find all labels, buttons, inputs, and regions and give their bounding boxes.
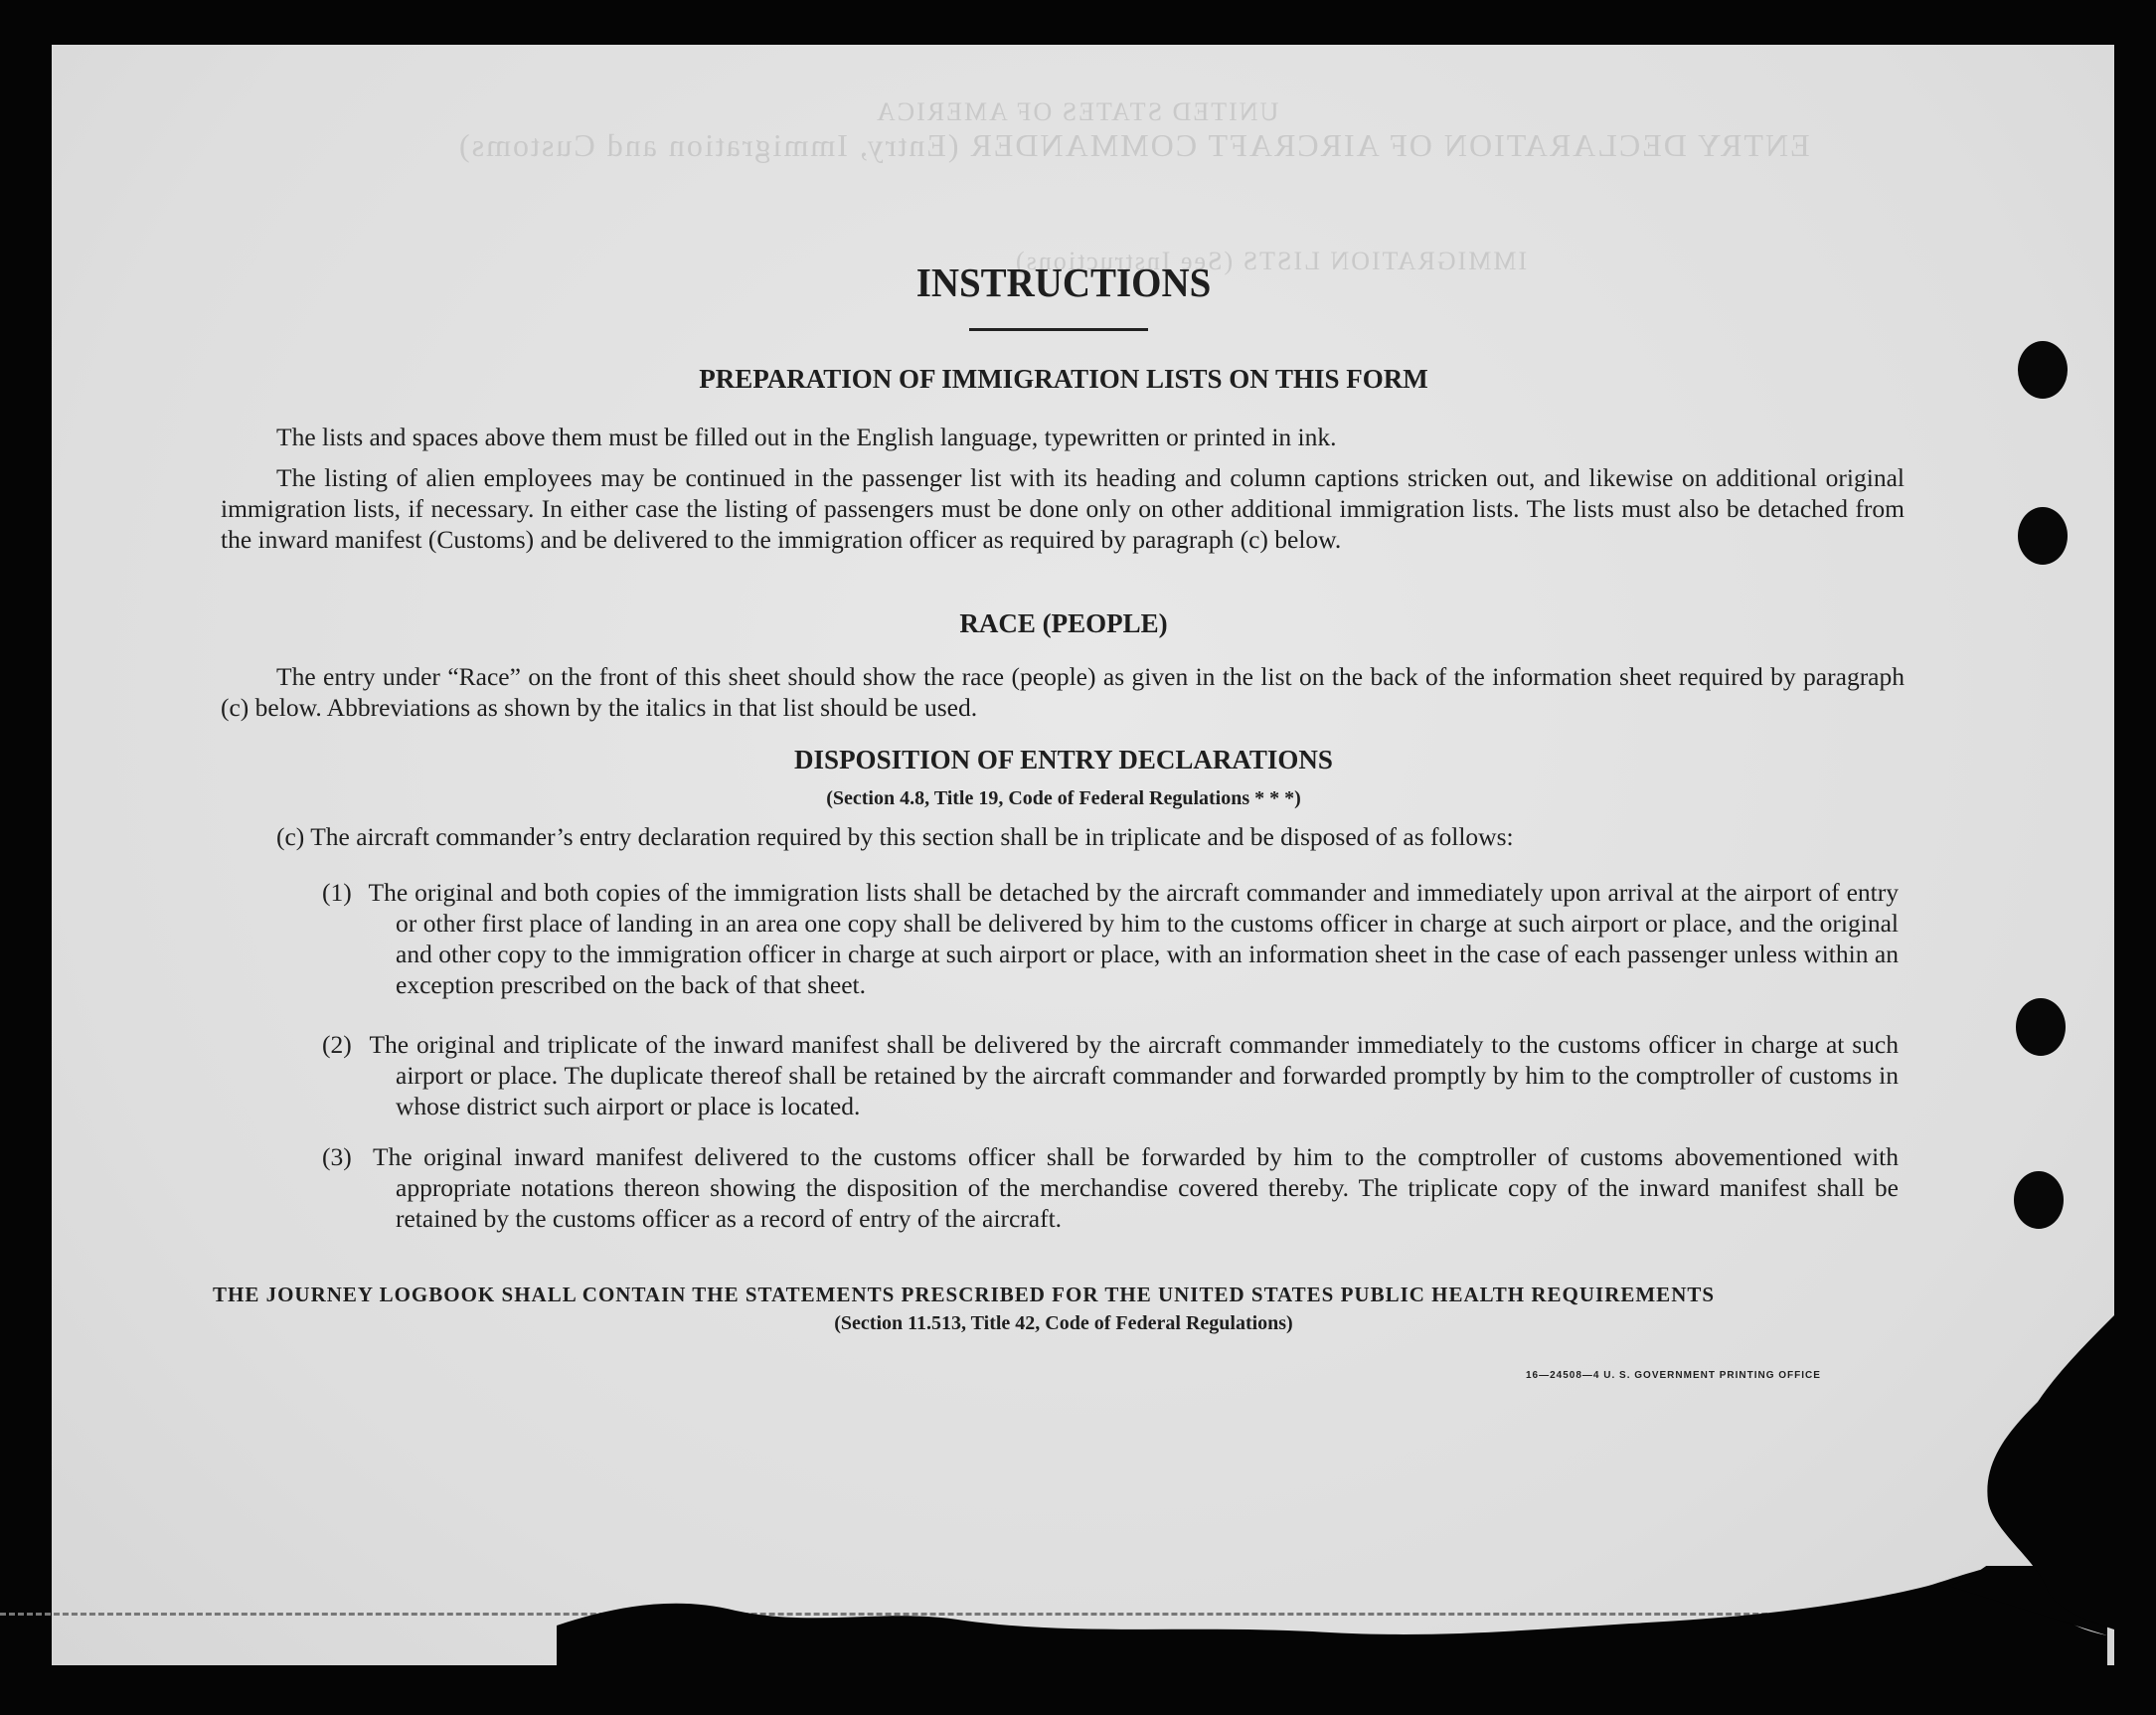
print-code: 16—24508—4 U. S. GOVERNMENT PRINTING OFFICE: [1526, 1370, 1821, 1381]
disposition-intro: (c) The aircraft commander’s entry declaration required by this section shall be in triplicate and be disposed of as follows:: [276, 822, 1514, 851]
list-item: [322, 877, 1899, 1000]
title-underline: [969, 328, 1148, 331]
bleed-through-text: UNITED STATES OF AMERICA: [875, 97, 1279, 126]
logbook-citation: (Section 11.513, Title 42, Code of Federal Regulations): [834, 1312, 1293, 1334]
race-paragraph: The entry under “Race” on the front of this sheet should show the race (people) as given in the list on the back of the information sheet required by paragraph (c) below. Abbreviations as shown by the italics in that list should be used.: [221, 662, 1905, 722]
list-item-number: (3): [322, 1142, 352, 1171]
page-title: INSTRUCTIONS: [915, 259, 1212, 305]
logbook-requirement: THE JOURNEY LOGBOOK SHALL CONTAIN THE STATEMENTS PRESCRIBED FOR THE UNITED STATES PUBLIC HEALTH REQUIREMENTS: [213, 1283, 1716, 1306]
punch-hole: [2018, 341, 2068, 399]
bleed-through-text: ENTRY DECLARATION OF AIRCRAFT COMMANDER (Entry, Immigration and Customs): [457, 127, 1810, 163]
list-item: [322, 1029, 1899, 1121]
disposition-heading: DISPOSITION OF ENTRY DECLARATIONS: [794, 745, 1333, 774]
disposition-subheading: (Section 4.8, Title 19, Code of Federal Regulations * * *): [826, 787, 1301, 809]
race-heading: RACE (PEOPLE): [959, 608, 1168, 638]
list-item-number: (1): [322, 878, 352, 907]
preparation-heading: PREPARATION OF IMMIGRATION LISTS ON THIS FORM: [699, 364, 1428, 394]
torn-edge: [557, 1566, 2107, 1715]
torn-corner: [1978, 1312, 2117, 1630]
list-item: [322, 1141, 1899, 1234]
punch-hole: [2016, 998, 2066, 1056]
preparation-paragraph-1: The lists and spaces above them must be filled out in the English language, typewritten or printed in ink.: [276, 423, 1337, 451]
list-item-text: The original and triplicate of the inward manifest shall be delivered by the aircraft commander immediately to the customs officer in charge at such airport or place. The duplicate thereof shall be retained by the aircraft commander and forwarded promptly by him to the comptroller of customs in whose district such airport or place is located.: [369, 1030, 1899, 1120]
bleed-through-text: IMMIGRATION LISTS (See Instructions): [1014, 247, 1528, 275]
list-item-text: The original and both copies of the immigration lists shall be detached by the aircraft commander and immediately upon arrival at the airport of entry or other first place of landing in an area one copy shall be delivered by him to the customs officer in charge at such airport or place, and the original and other copy to the immigration officer in charge at such airport or place, with an information sheet in the case of each passenger unless within an exception prescribed on the back of that sheet.: [368, 878, 1899, 999]
preparation-paragraph-2: The listing of alien employees may be continued in the passenger list with its heading and column captions stricken out, and likewise on additional original immigration lists, if necessary. In either case the listing of passengers must be done only on other additional immigration lists. The lists must also be detached from the inward manifest (Customs) and be delivered to the immigration officer as required by paragraph (c) below.: [221, 463, 1905, 554]
list-item-text: The original inward manifest delivered to the customs officer shall be forwarded by him to the comptroller of customs abovementioned with appropriate notations thereon showing the disposition of the merchandise covered thereby. The triplicate copy of the inward manifest shall be retained by the customs officer as a record of entry of the aircraft.: [373, 1142, 1899, 1233]
punch-hole: [2018, 507, 2068, 565]
list-item-number: (2): [322, 1030, 352, 1059]
punch-hole: [2014, 1171, 2064, 1229]
